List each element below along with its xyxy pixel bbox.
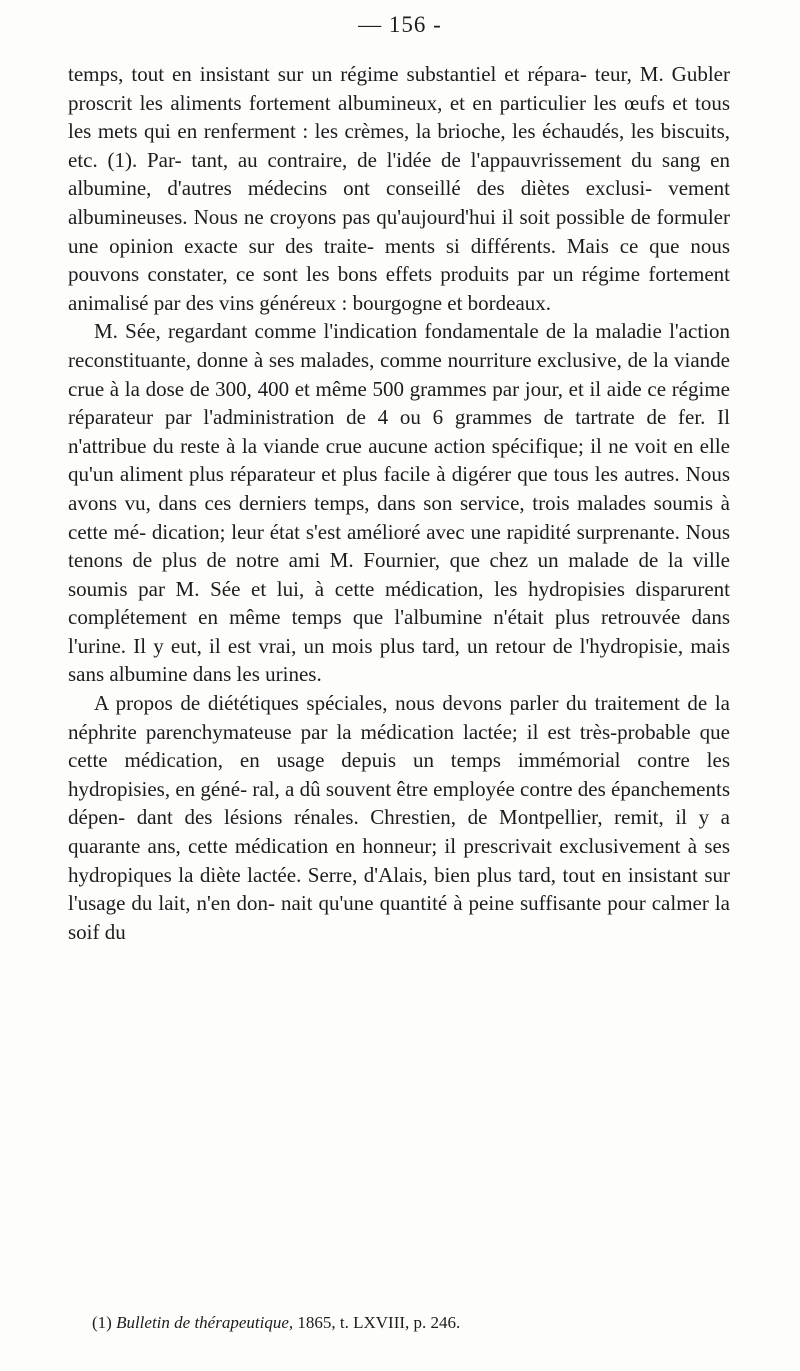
paragraph-3: A propos de diététiques spéciales, nous devons parler du traitement de la néphrite parenchymateuse par la médication lactée; il est très-probable que cette médication, en usage depuis un temps immémorial contre les hydropisies, en géné- ral, a dû souvent être employée contre des épanchements dépen- dant des lésions rénales. Chrestien, de Montpellier, remit, il y a quarante ans, cette médication en honneur; il prescrivait exclusivement à ses hydropiques la diète lactée. Serre, d'Alais, bien plus tard, tout en insistant sur l'usage du lait, n'en don- nait qu'une quantité à peine suffisante pour calmer la soif du — [68, 691, 730, 944]
body-text — [68, 60, 730, 946]
page-number: — 156 - — [358, 12, 442, 37]
footnote-title: Bulletin de thérapeutique, — [116, 1313, 294, 1332]
paragraph-1: temps, tout en insistant sur un régime substantiel et répara- teur, M. Gubler proscrit les aliments fortement albumineux, et en particulier les œufs et tous les mets qui en renferment : les crèmes, la brioche, les échaudés, les biscuits, etc. (1). Par- tant, au contraire, de l'idée de l'appauvrissement du sang en albumine, d'autres médecins ont conseillé des diètes exclusi- vement albumineuses. Nous ne croyons pas qu'aujourd'hui il soit possible de formuler une opinion exacte sur des traite- ments si différents. Mais ce que nous pouvons constater, ce sont les bons effets produits par un régime fortement animalisé par des vins généreux : bourgogne et bordeaux. — [68, 62, 730, 315]
footnote-reference: 1865, t. LXVIII, p. 246. — [297, 1313, 461, 1332]
paragraph-2: M. Sée, regardant comme l'indication fondamentale de la maladie l'action reconstituante, donne à ses malades, comme nourriture exclusive, de la viande crue à la dose de 300, 400 et même 500 grammes par jour, et il aide ce régime réparateur par l'administration de 4 ou 6 grammes de tartrate de fer. Il n'attribue du reste à la viande crue aucune action spécifique; il ne voit en elle qu'un aliment plus réparateur et plus facile à digérer que tous les autres. Nous avons vu, dans ces derniers temps, dans son service, trois malades soumis à cette mé- dication; leur état s'est amélioré avec une rapidité surprenante. Nous tenons de plus de notre ami M. Fournier, que chez un malade de la ville soumis par M. Sée et lui, à cette médication, les hydropisies disparurent complétement en même temps que l'albumine n'était plus retrouvée dans l'urine. Il y eut, il est vrai, un mois plus tard, un retour de l'hydropisie, mais sans albumine dans les urines. — [68, 319, 730, 687]
footnote — [92, 1312, 732, 1334]
footnote-marker: (1) — [92, 1313, 112, 1332]
